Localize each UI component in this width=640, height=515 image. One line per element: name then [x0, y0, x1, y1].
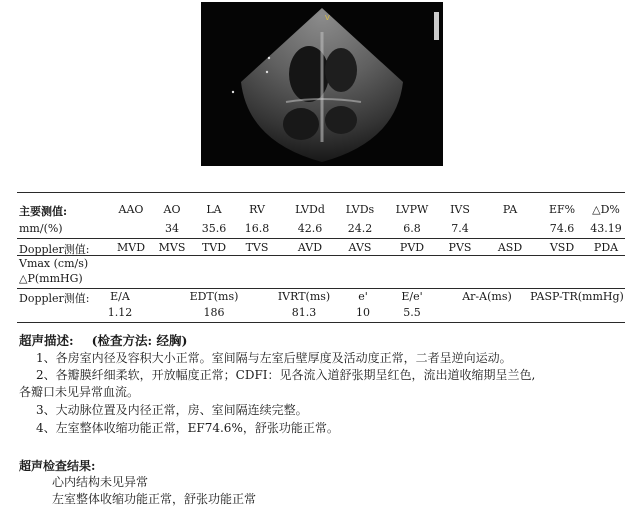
value-cell: 34	[165, 222, 179, 235]
row-label: Doppler测值:	[19, 243, 90, 256]
col-header: TVD	[201, 241, 227, 254]
table-divider-bottom	[17, 322, 625, 323]
col-header: LVPW	[395, 203, 429, 216]
value-cell: 16.8	[244, 222, 270, 235]
table-divider	[17, 255, 625, 256]
col-header: LVDd	[295, 203, 325, 216]
col-header: IVS	[450, 203, 470, 216]
row-label: Doppler测值:	[19, 292, 90, 305]
col-header: RV	[249, 203, 265, 216]
col-header: E/A	[110, 290, 130, 303]
description-line-3: 3、大动脉位置及内径正常，房、室间隔连续完整。	[36, 403, 308, 417]
col-header: MVS	[158, 241, 186, 254]
value-cell: 186	[203, 306, 225, 319]
row-label: 主要测值:	[19, 205, 68, 218]
col-header: AO	[163, 203, 181, 216]
value-cell: 10	[356, 306, 370, 319]
description-line-2-cont: 各瓣口未见异常血流。	[19, 385, 140, 399]
col-header: Ar-A(ms)	[462, 290, 512, 303]
conclusion-title: 超声检查结果:	[19, 459, 96, 473]
table-divider-top	[17, 192, 625, 193]
col-header: e'	[358, 290, 368, 303]
col-header: LA	[206, 203, 222, 216]
col-header: PVD	[399, 241, 425, 254]
col-header: PA	[502, 203, 518, 216]
col-header: EDT(ms)	[189, 290, 239, 303]
value-cell: 24.2	[347, 222, 373, 235]
col-header: TVS	[245, 241, 269, 254]
description-line-4: 4、左室整体收缩功能正常，EF74.6%，舒张功能正常。	[36, 421, 339, 435]
col-header: LVDs	[345, 203, 375, 216]
row-label: △P(mmHG)	[19, 272, 83, 285]
exam-method: (检查方法: 经胸)	[91, 333, 188, 348]
value-cell: 74.6	[549, 222, 575, 235]
col-header: △D%	[592, 203, 620, 216]
value-cell: 43.19	[590, 222, 622, 235]
col-header: ASD	[497, 241, 523, 254]
col-header: MVD	[116, 241, 146, 254]
table-divider	[17, 238, 625, 239]
col-header: AAO	[118, 203, 144, 216]
value-cell: 42.6	[297, 222, 323, 235]
description-line-1: 1、各房室内径及容积大小正常。室间隔与左室后壁厚度及活动度正常，二者呈逆向运动。	[36, 351, 512, 365]
col-header: AVS	[348, 241, 372, 254]
description-title: 超声描述:	[19, 333, 74, 348]
echocardiogram-image	[201, 2, 443, 166]
value-cell: 7.4	[451, 222, 469, 235]
col-header: E/e'	[401, 290, 423, 303]
col-header: PDA	[593, 241, 619, 254]
value-cell: 1.12	[107, 306, 133, 319]
description-header	[19, 331, 187, 349]
col-header: IVRT(ms)	[277, 290, 331, 303]
ultrasound-sector	[201, 2, 443, 166]
col-header: EF%	[548, 203, 576, 216]
col-header: PVS	[448, 241, 472, 254]
col-header: AVD	[297, 241, 323, 254]
value-cell: 5.5	[403, 306, 421, 319]
conclusion-line-1: 心内结构未见异常	[52, 475, 149, 489]
value-cell: 81.3	[291, 306, 317, 319]
row-label: mm/(%)	[19, 222, 63, 235]
col-header: VSD	[549, 241, 575, 254]
value-cell: 35.6	[201, 222, 227, 235]
description-line-2: 2、各瓣膜纤细柔软，开放幅度正常；CDFI：见各流入道舒张期呈红色，流出道收缩期呈兰色,	[36, 368, 536, 382]
orientation-marker: V	[325, 14, 330, 22]
col-header: PASP-TR(mmHg)	[530, 290, 624, 303]
table-divider	[17, 288, 625, 289]
conclusion-line-2: 左室整体收缩功能正常，舒张功能正常	[52, 492, 257, 506]
value-cell: 6.8	[403, 222, 421, 235]
row-label: Vmax (cm/s)	[19, 257, 89, 270]
